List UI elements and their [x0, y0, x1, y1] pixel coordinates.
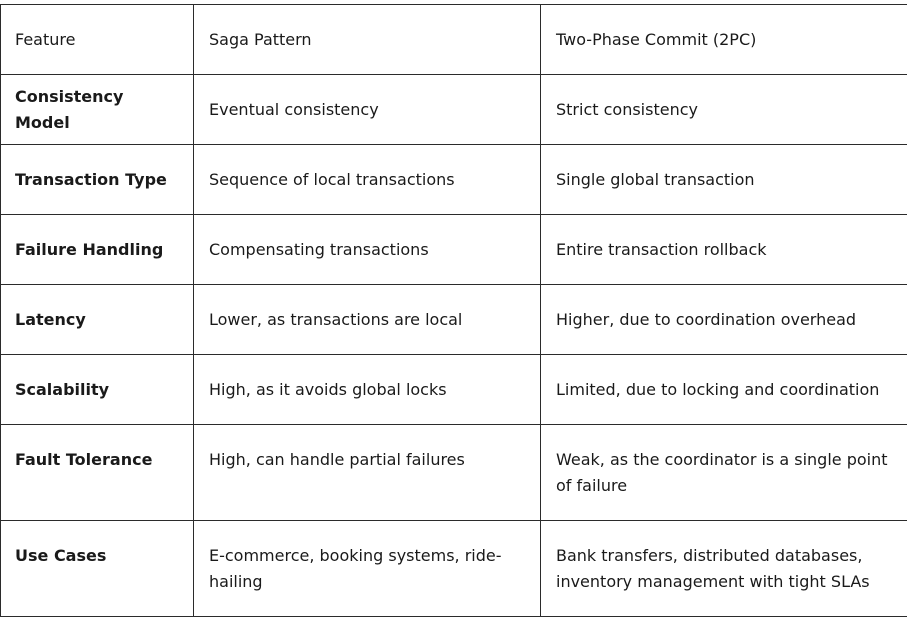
- twopc-cell: Bank transfers, distributed databases, inventory management with tight SLAs: [541, 521, 907, 617]
- table-row: [1, 521, 907, 617]
- saga-cell: High, as it avoids global locks: [194, 355, 541, 425]
- twopc-cell: Limited, due to locking and coordination: [541, 355, 907, 425]
- row-label: Latency: [1, 285, 194, 355]
- table-row: [1, 215, 907, 285]
- row-label: Scalability: [1, 355, 194, 425]
- table-row: [1, 285, 907, 355]
- table-header-row: [1, 5, 907, 75]
- saga-cell: Lower, as transactions are local: [194, 285, 541, 355]
- table-row: [1, 145, 907, 215]
- row-label: Fault Tolerance: [1, 425, 194, 521]
- row-label: Failure Handling: [1, 215, 194, 285]
- header-saga-pattern: Saga Pattern: [194, 5, 541, 75]
- twopc-cell: Entire transaction rollback: [541, 215, 907, 285]
- row-label: Transaction Type: [1, 145, 194, 215]
- twopc-cell: Weak, as the coordinator is a single point of failure: [541, 425, 907, 521]
- table-row: [1, 75, 907, 145]
- table-row: [1, 355, 907, 425]
- comparison-table: [0, 4, 907, 617]
- saga-cell: Compensating transactions: [194, 215, 541, 285]
- header-two-phase-commit: Two-Phase Commit (2PC): [541, 5, 907, 75]
- saga-cell: E-commerce, booking systems, ride-hailing: [194, 521, 541, 617]
- twopc-cell: Single global transaction: [541, 145, 907, 215]
- saga-cell: High, can handle partial failures: [194, 425, 541, 521]
- table-row: [1, 425, 907, 521]
- row-label: Consistency Model: [1, 75, 194, 145]
- saga-cell: Sequence of local transactions: [194, 145, 541, 215]
- saga-cell: Eventual consistency: [194, 75, 541, 145]
- header-feature: Feature: [1, 5, 194, 75]
- twopc-cell: Higher, due to coordination overhead: [541, 285, 907, 355]
- row-label: Use Cases: [1, 521, 194, 617]
- twopc-cell: Strict consistency: [541, 75, 907, 145]
